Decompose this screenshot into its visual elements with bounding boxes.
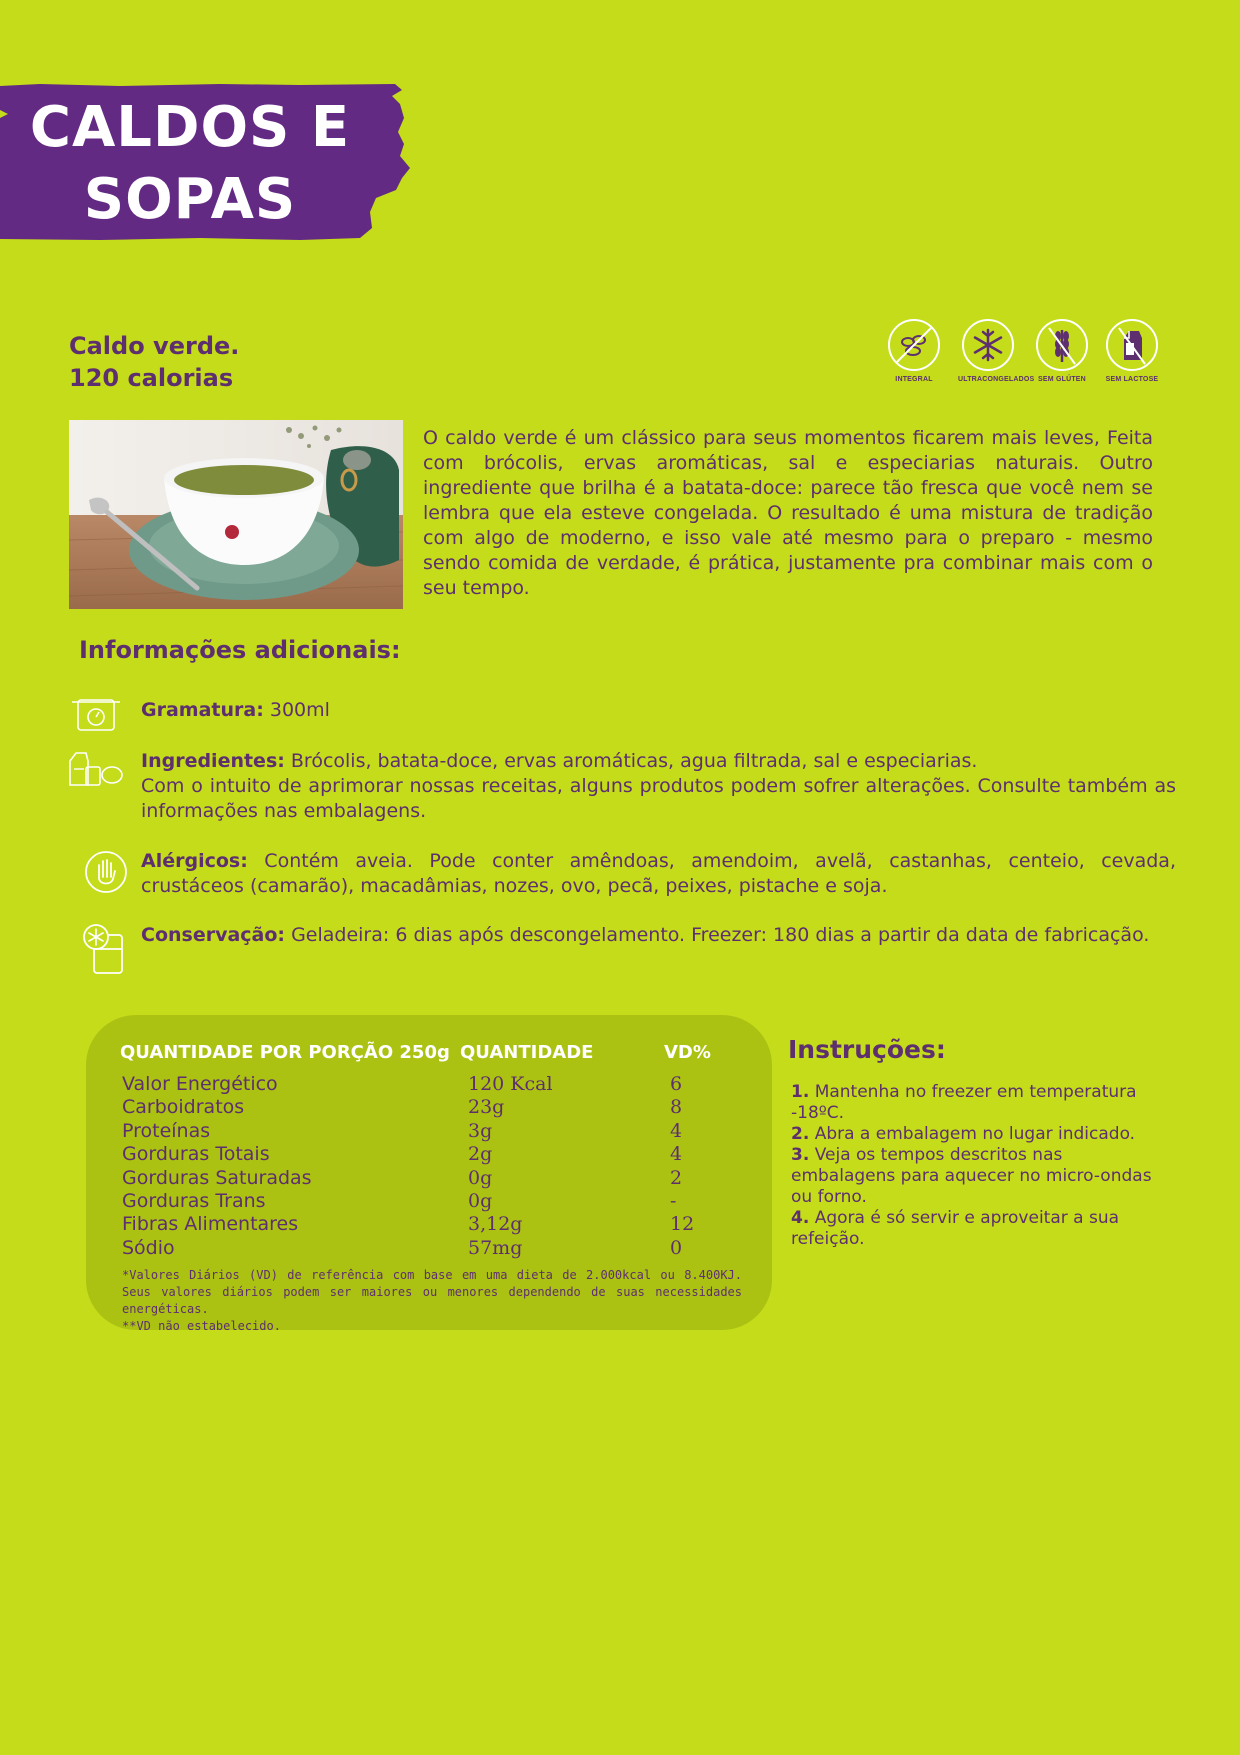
ingredientes-label: Ingredientes:: [141, 750, 285, 772]
wheat-crossed-icon: [1035, 318, 1089, 372]
list-item: [791, 1208, 1156, 1250]
nutrient-vd: 4: [670, 1119, 683, 1142]
milk-crossed-icon: [1105, 318, 1159, 372]
nutrient-name: Carboidratos: [122, 1096, 245, 1119]
step-text: Abra a embalagem no lugar indicado.: [809, 1124, 1136, 1144]
freezer-icon: [82, 923, 130, 975]
gramatura-value: 300ml: [263, 699, 330, 721]
nutrition-rows: [122, 1073, 742, 1260]
nutrient-vd: 6: [670, 1073, 683, 1095]
nutrient-qty: 0g: [468, 1189, 493, 1212]
badge-sem-gluten: [1032, 318, 1092, 383]
info-alergicos-text: [141, 849, 1176, 899]
table-row: [122, 1120, 742, 1143]
nutrient-vd: 8: [670, 1096, 683, 1119]
nutrition-footnote: [122, 1267, 742, 1335]
nutrient-qty: 120 Kcal: [468, 1073, 553, 1095]
nutrition-table: [86, 1015, 772, 1333]
table-row: [122, 1073, 742, 1096]
nutrient-vd: 12: [670, 1213, 695, 1236]
banner-title: CALDOS E SOPAS: [29, 95, 351, 232]
info-gramatura-text: [141, 698, 1176, 723]
footnote-text-2: **VD não estabelecido.: [122, 1319, 281, 1333]
table-row: [122, 1190, 742, 1213]
step-number: 3.: [791, 1145, 810, 1165]
product-name: Caldo verde.: [69, 332, 240, 360]
nutrient-vd: 2: [670, 1166, 683, 1189]
nutrient-vd: -: [670, 1189, 677, 1212]
nutrient-qty: 57mg: [468, 1236, 523, 1259]
hand-icon: [83, 849, 129, 895]
nutrient-qty: 2g: [468, 1143, 493, 1166]
product-calories: 120 calorias: [69, 364, 234, 392]
table-row: [122, 1167, 742, 1190]
badge-label: SEM GLÚTEN: [1038, 376, 1086, 383]
nutrient-name: Valor Energético: [122, 1073, 278, 1095]
badge-integral: [884, 318, 944, 383]
badge-row: [884, 318, 1164, 390]
ingredientes-note: Com o intuito de aprimorar nossas receitas, alguns produtos podem sofrer alterações. Consulte também as informações nas embalagens.: [141, 775, 1176, 822]
step-number: 2.: [791, 1124, 810, 1144]
step-text: Agora é só servir e aproveitar a sua refeição.: [791, 1208, 1120, 1249]
nutrition-header-portion: QUANTIDADE POR PORÇÃO 250g: [120, 1042, 450, 1063]
table-row: [122, 1143, 742, 1166]
info-ingredientes-text: [141, 749, 1176, 824]
list-item: [791, 1082, 1156, 1124]
nutrient-vd: 0: [670, 1236, 683, 1259]
badge-sem-lactose: [1102, 318, 1162, 383]
step-number: 4.: [791, 1208, 810, 1228]
nutrient-name: Gorduras Saturadas: [122, 1166, 312, 1189]
step-number: 1.: [791, 1082, 810, 1102]
info-conservacao-text: [141, 923, 1176, 948]
nutrient-name: Gorduras Trans: [122, 1189, 266, 1212]
nutrient-qty: 3,12g: [468, 1213, 523, 1236]
conservacao-value: Geladeira: 6 dias após descongelamento. Freezer: 180 dias a partir da data de fabricação.: [285, 924, 1150, 946]
nutrient-name: Sódio: [122, 1236, 175, 1259]
nutrition-header-quantity: QUANTIDADE: [460, 1042, 594, 1063]
badge-label: INTEGRAL: [895, 376, 933, 383]
alergicos-label: Alérgicos:: [141, 850, 248, 872]
footnote-text: *Valores Diários (VD) de referência com base em uma dieta de 2.000kcal ou 8.400KJ. Seus valores diários podem ser maiores ou menores dependendo de suas necessidades energéticas.: [122, 1268, 742, 1316]
table-row: [122, 1213, 742, 1236]
scale-icon: [70, 698, 122, 732]
nutrition-header-vd: VD%: [664, 1042, 711, 1063]
nutrient-name: Proteínas: [122, 1119, 211, 1142]
step-text: Mantenha no freezer em temperatura -18ºC.: [791, 1082, 1137, 1123]
category-banner: [0, 82, 420, 242]
nutrient-qty: 0g: [468, 1166, 493, 1189]
conservacao-label: Conservação:: [141, 924, 286, 946]
nutrient-qty: 3g: [468, 1119, 493, 1142]
ingredientes-value: Brócolis, batata-doce, ervas aromáticas, agua filtrada, sal e especiarias.: [284, 750, 978, 772]
nutrient-vd: 4: [670, 1143, 683, 1166]
step-text: Veja os tempos descritos nas embalagens para aquecer no micro-ondas ou forno.: [791, 1145, 1152, 1207]
product-description: O caldo verde é um clássico para seus momentos ficarem mais leves, Feita com brócolis, ervas aromáticas, sal e especiarias naturais. Outro ingrediente que brilha é a batata-doce: parece tão fresca que você nem se lembra que ela esteve congelada. O resultado é uma mistura de tradição com algo de moderno, e isso vale até mesmo para o preparo - mesmo sendo comida de verdade, é prática, justamente pra combinar mais com o seu tempo.: [423, 427, 1153, 599]
badge-ultracongelados: [958, 318, 1035, 383]
nutrient-name: Fibras Alimentares: [122, 1213, 299, 1236]
nutrient-name: Gorduras Totais: [122, 1143, 270, 1166]
product-photo: [69, 420, 403, 609]
badge-label: ULTRACONGELADOS: [958, 376, 1035, 383]
list-item: [791, 1145, 1156, 1208]
table-row: [122, 1096, 742, 1119]
alergicos-value: Contém aveia. Pode conter amêndoas, amendoim, avelã, castanhas, centeio, cevada, crustáceos (camarão), macadâmias, nozes, ovo, pecã, peixes, pistache e soja.: [141, 850, 1176, 897]
grains-icon: [887, 318, 941, 372]
instructions-heading: Instruções:: [788, 1035, 946, 1064]
snowflake-icon: [961, 318, 1015, 372]
gramatura-label: Gramatura:: [141, 699, 264, 721]
list-item: [791, 1124, 1156, 1145]
ingredients-icon: [66, 749, 124, 789]
info-heading: Informações adicionais:: [79, 636, 401, 664]
nutrient-qty: 23g: [468, 1096, 505, 1119]
badge-label: SEM LACTOSE: [1105, 376, 1159, 383]
product-title: [69, 330, 239, 394]
instructions-list: [791, 1082, 1156, 1250]
table-row: [122, 1237, 742, 1260]
